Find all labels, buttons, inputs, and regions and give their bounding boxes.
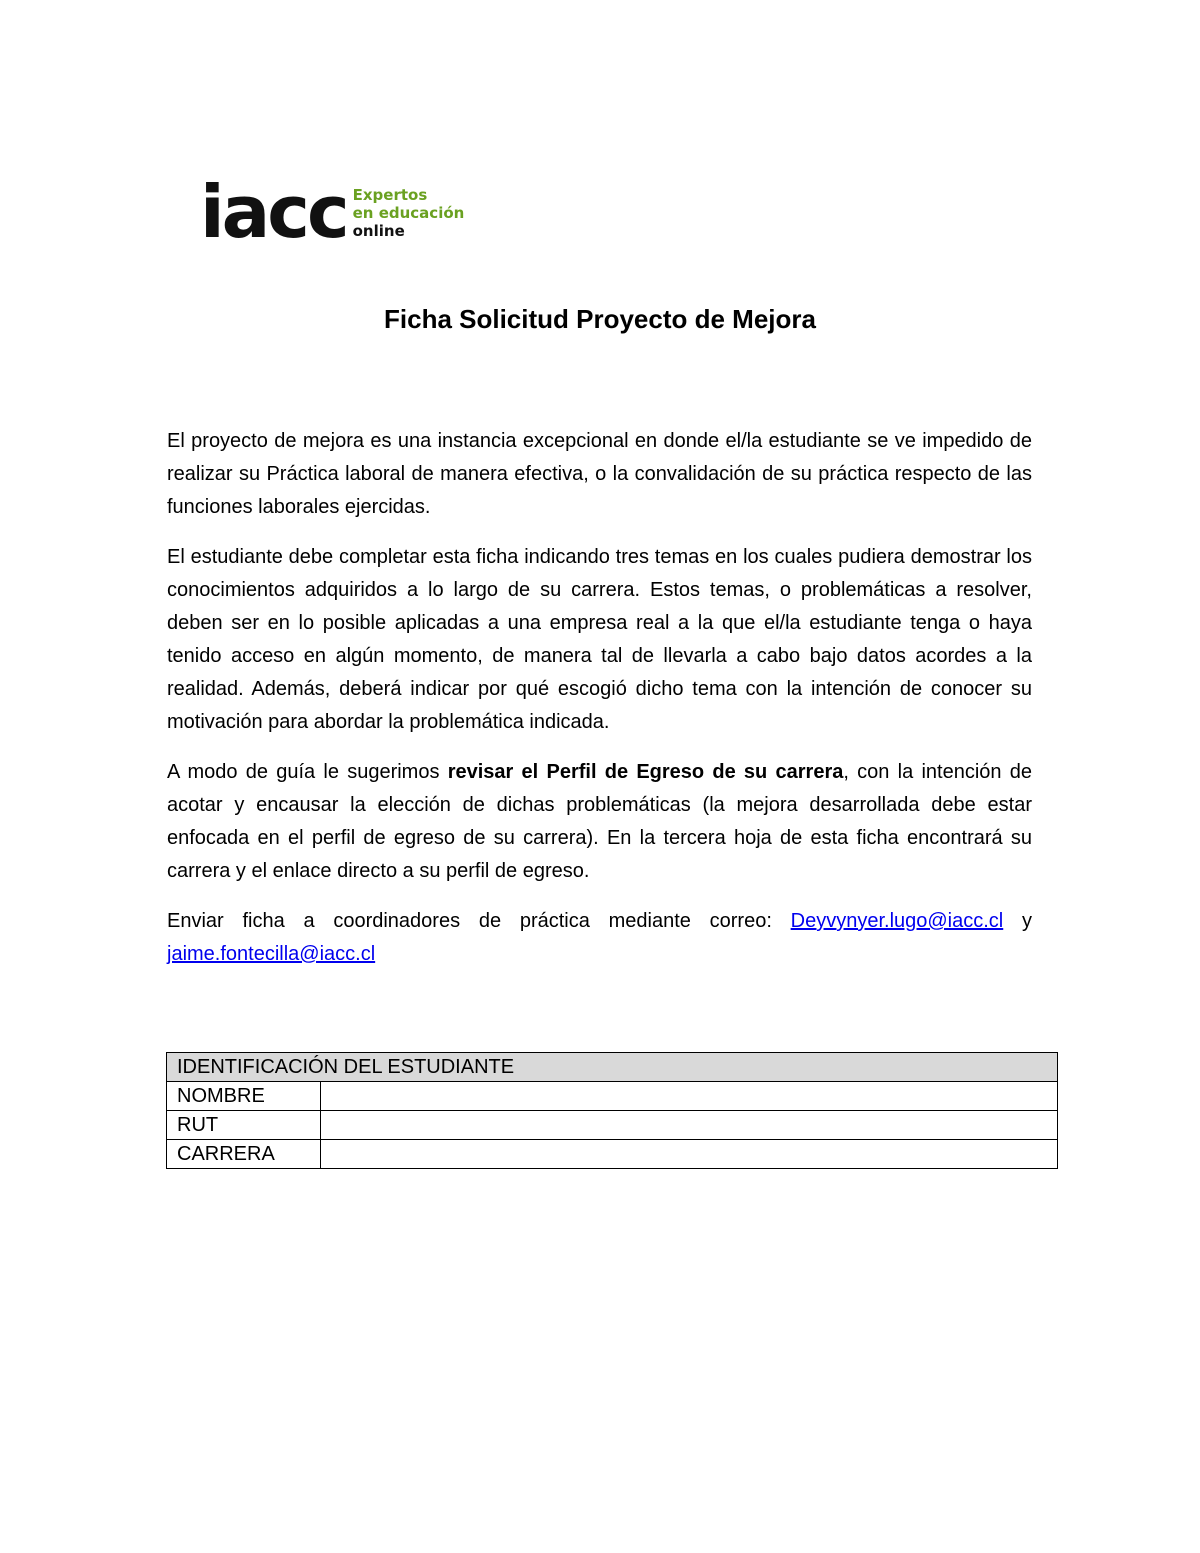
document-body — [167, 425, 1032, 988]
row-label-rut: RUT — [167, 1111, 321, 1140]
student-identification-table — [166, 1052, 1058, 1169]
table-header-row — [167, 1053, 1058, 1082]
paragraph-intro: El proyecto de mejora es una instancia excepcional en donde el/la estudiante se ve impedido de realizar su Práctica laboral de manera efectiva, o la convalidación de su práctica respecto de las funciones laborales ejercidas. — [167, 430, 1032, 518]
logo-tagline-line1: Expertos — [352, 186, 428, 204]
logo-tagline — [353, 186, 465, 242]
email-link-coordinator-1[interactable]: Deyvynyer.lugo@iacc.cl — [790, 910, 1004, 932]
table-row — [167, 1111, 1058, 1140]
logo-mark: iacc — [200, 170, 347, 254]
document-title: Ficha Solicitud Proyecto de Mejora — [384, 304, 816, 334]
email-link-coordinator-2[interactable]: jaime.fontecilla@iacc.cl — [167, 943, 376, 965]
paragraph-instructions: El estudiante debe completar esta ficha indicando tres temas en los cuales pudiera demostrar los conocimientos adquiridos a lo largo de su carrera. Estos temas, o problemáticas a resolver, deben ser en lo posible aplicadas a una empresa real a la que el/la estudiante tenga o haya tenido acceso en algún momento, de manera tal de llevarla a cabo bajo datos acordes a la realidad. Además, deberá indicar por qué escogió dicho tema con la intención de conocer su motivación para abordar la problemática indicada. — [167, 546, 1032, 733]
row-label-nombre: NOMBRE — [167, 1082, 321, 1111]
iacc-logo — [200, 170, 465, 254]
guide-text-start: A modo de guía le sugerimos — [167, 761, 448, 783]
table-row — [167, 1140, 1058, 1169]
send-text-conjunction: y — [1003, 910, 1033, 932]
row-label-carrera: CARRERA — [167, 1140, 321, 1169]
send-text: Enviar ficha a coordinadores de práctica mediante correo: — [167, 910, 791, 932]
rut-field[interactable] — [321, 1111, 1058, 1140]
logo-tagline-line2: en educación — [352, 204, 465, 222]
logo-tagline-line3: online — [352, 222, 405, 240]
paragraph-guide — [167, 756, 1032, 888]
paragraph-send — [167, 905, 1032, 971]
nombre-field[interactable] — [321, 1082, 1058, 1111]
guide-text-bold: revisar el Perfil de Egreso de su carrera — [447, 761, 844, 783]
table-header: IDENTIFICACIÓN DEL ESTUDIANTE — [167, 1053, 1058, 1082]
guide-text-end: , con la intención de acotar y encausar la elección de dichas problemáticas (la mejora desarrollada debe estar enfocada en el perfil de egreso de su carrera). En la tercera hoja de esta ficha encontrará su carrera y el enlace directo a su perfil de egreso. — [167, 761, 1032, 882]
table-row — [167, 1082, 1058, 1111]
carrera-field[interactable] — [321, 1140, 1058, 1169]
